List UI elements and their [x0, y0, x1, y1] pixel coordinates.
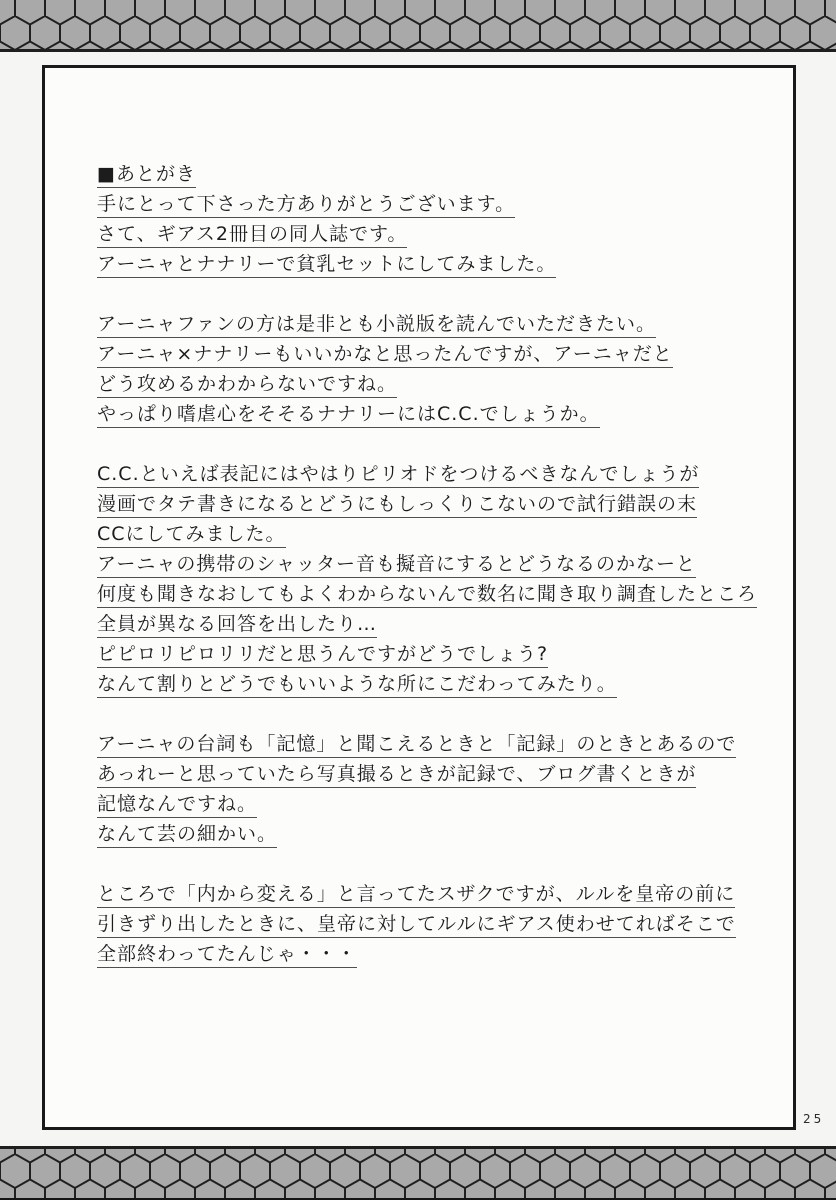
text-line: 全部終わってたんじゃ・・・ — [97, 940, 787, 970]
text-line: 全員が異なる回答を出したり… — [97, 610, 787, 640]
paragraph — [97, 730, 787, 850]
text-line: CCにしてみました。 — [97, 520, 787, 550]
text-line: アーニャの台詞も「記憶」と聞こえるときと「記録」のときとあるので — [97, 730, 787, 760]
text-line: なんて割りとどうでもいいような所にこだわってみたり。 — [97, 670, 787, 700]
text-line: あっれーと思っていたら写真撮るときが記録で、ブログ書くときが — [97, 760, 787, 790]
text-line: 記憶なんですね。 — [97, 790, 787, 820]
text-line: アーニャとナナリーで貧乳セットにしてみました。 — [97, 250, 787, 280]
paragraph — [97, 880, 787, 970]
text-line: 漫画でタテ書きになるとどうにもしっくりこないので試行錯誤の末 — [97, 490, 787, 520]
paragraph — [97, 460, 787, 700]
afterword-text — [97, 160, 787, 1000]
text-line: ところで「内から変える」と言ってたスザクですが、ルルを皇帝の前に — [97, 880, 787, 910]
text-line: ピピロリピロリリだと思うんですがどうでしょう? — [97, 640, 787, 670]
paragraph — [97, 310, 787, 430]
text-line: どう攻めるかわからないですね。 — [97, 370, 787, 400]
hexagon-border-top — [0, 0, 836, 52]
text-line: C.C.といえば表記にはやはりピリオドをつけるべきなんでしょうが — [97, 460, 787, 490]
hexagon-border-bottom — [0, 1146, 836, 1198]
text-line: なんて芸の細かい。 — [97, 820, 787, 850]
afterword-heading: ■あとがき — [97, 160, 787, 190]
paragraph — [97, 160, 787, 280]
text-line: 何度も聞きなおしてもよくわからないんで数名に聞き取り調査したところ — [97, 580, 787, 610]
text-line: アーニャファンの方は是非とも小説版を読んでいただきたい。 — [97, 310, 787, 340]
page-number: 25 — [803, 1112, 825, 1126]
text-line: さて、ギアス2冊目の同人誌です。 — [97, 220, 787, 250]
text-line: アーニャ×ナナリーもいいかなと思ったんですが、アーニャだと — [97, 340, 787, 370]
text-line: やっぱり嗜虐心をそそるナナリーにはC.C.でしょうか。 — [97, 400, 787, 430]
text-line: 手にとって下さった方ありがとうございます。 — [97, 190, 787, 220]
text-line: アーニャの携帯のシャッター音も擬音にするとどうなるのかなーと — [97, 550, 787, 580]
text-line: 引きずり出したときに、皇帝に対してルルにギアス使わせてればそこで — [97, 910, 787, 940]
